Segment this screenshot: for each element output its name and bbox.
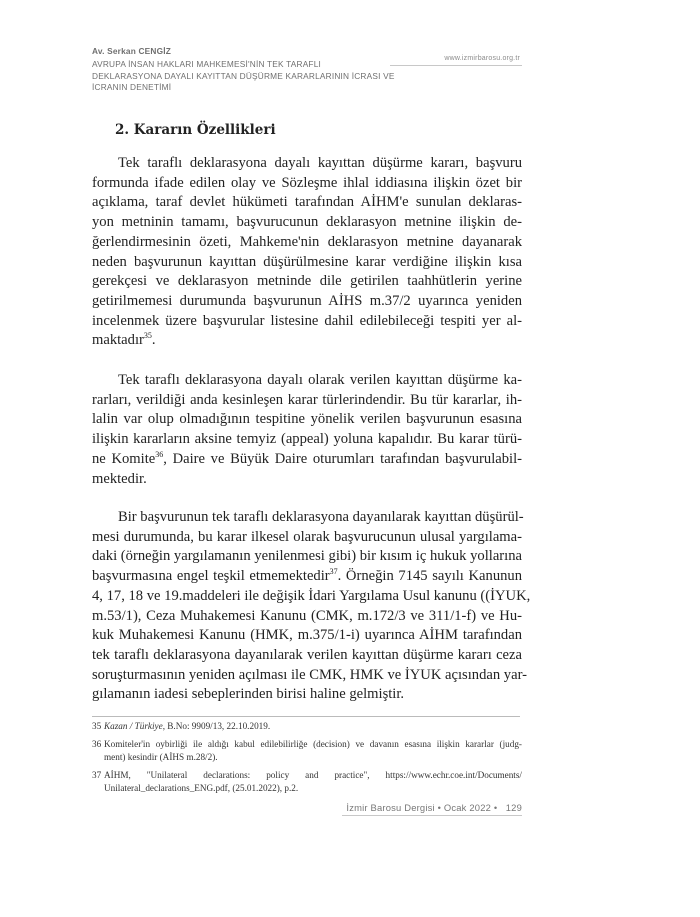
- paragraph-line: m.53/1), Ceza Muhakemesi Kanunu (CMK, m.172/3 ve 311/1-f) ve Hu-: [92, 607, 522, 624]
- paragraph-line-text: maktadır: [92, 332, 144, 349]
- paragraph-line: Bir başvurunun tek taraflı deklarasyona dayanılarak kayıttan düşürül-: [118, 509, 524, 525]
- case-name: Kazan / Türkiye: [104, 721, 163, 731]
- paragraph-line-text: . Örneğin 7145 sayılı Kanunun: [337, 568, 523, 585]
- paragraph-line-text: başvurmasına engel teşkil etmemektedir: [92, 568, 330, 585]
- journal-issue: İzmir Barosu Dergisi • Ocak 2022 •: [346, 802, 498, 813]
- footnote-ref-36[interactable]: 36: [155, 449, 164, 459]
- author-name: Av. Serkan CENGİZ: [92, 46, 172, 56]
- paragraph-line: getirilmemesi durumunda başvurunun AİHS m.37/2 uyarınca yeniden: [92, 292, 522, 309]
- footnote-line: ment) kesindir (AİHS m.28/2).: [104, 752, 218, 762]
- page-number: 129: [505, 802, 522, 813]
- footnote-text: , B.No: 9909/13, 22.10.2019.: [162, 721, 271, 731]
- paragraph-line: açıklama, taraf devlet hükümeti tarafından AİHM'e sunulan deklaras-: [92, 194, 522, 211]
- paragraph-line: 4, 17, 18 ve 19.maddeleri ile değişik İdari Yargılama Usul kanunu ((İYUK,: [92, 587, 531, 604]
- footnote-line: [104, 720, 522, 733]
- paragraph-line: lalin var olup olmadığının tespitine yönelik verilen başvurunun esasına: [92, 411, 522, 428]
- paragraph-line: tek taraflı deklarasyona dayanılarak verilen kayıttan düşürme kararı ceza: [92, 646, 522, 663]
- footnote-37: [92, 769, 522, 795]
- paragraph-line: Tek taraflı deklarasyona dayalı olarak verilen kayıttan düşürme ka-: [118, 372, 522, 388]
- running-header: [92, 46, 522, 94]
- paragraph-line: [92, 450, 522, 470]
- footnote-line: Komiteler'in oybirliği ile aldığı kabul edilebilirliğe (decision) ve davanın esasına ilişkin kararlar (judg-: [104, 739, 522, 749]
- paragraph-line: Tek taraflı deklarasyona dayalı kayıttan düşürme kararı, başvuru: [118, 155, 522, 171]
- article-title-line: AVRUPA İNSAN HAKLARI MAHKEMESİ'NİN TEK TARAFLI: [92, 59, 322, 69]
- paragraph-line: mektedir.: [92, 470, 147, 487]
- footnote-line: AİHM, "Unilateral declarations: policy and practice", https://www.echr.coe.int/Documents/: [104, 770, 522, 780]
- footnote-36: [92, 738, 522, 764]
- footnote-number: 35: [92, 721, 102, 731]
- paragraph-line: kuk Muhakemesi Kanunu (HMK, m.375/1-i) uyarınca AİHM tarafından: [92, 627, 522, 644]
- footnote-number: 36: [92, 739, 102, 749]
- paragraph-1: [92, 154, 522, 351]
- header-divider: [390, 65, 522, 66]
- paragraph-line: ilişkin kararların aksine temyiz (appeal) yoluna kapalıdır. Bu karar türü-: [92, 431, 522, 448]
- paragraph-line: daki (örneğin yargılamanın yenilenmesi gibi) bir kısım iç hukuk yollarına: [92, 548, 522, 565]
- paragraph-3: [92, 508, 531, 705]
- paragraph-line: incelenmek üzere başvurular listesine dahil edilebileceği tespiti yer al-: [92, 312, 522, 329]
- paragraph-line: ğerlendirmesinin özeti, Mahkeme'nin deklarasyon metnine dayanarak: [92, 233, 522, 250]
- article-title-line: İCRANIN DENETİMİ: [92, 82, 172, 93]
- footer-divider: [342, 815, 522, 816]
- page-footer: [346, 802, 522, 813]
- header-website: www.izmirbarosu.org.tr: [444, 55, 520, 62]
- footnotes: [92, 720, 522, 800]
- paragraph-line-text: ne Komite: [92, 450, 156, 467]
- paragraph-line: [92, 567, 522, 587]
- paragraph-line: soruşturmasının yeniden açılması ile CMK, HMK ve İYUK açısından yar-: [92, 666, 527, 683]
- footnote-ref-35[interactable]: 35: [143, 331, 152, 341]
- paragraph-2: [92, 371, 522, 489]
- section-heading: 2. Kararın Özellikleri: [115, 122, 276, 138]
- footnote-ref-37[interactable]: 37: [329, 567, 338, 577]
- article-title-line: DEKLARASYONA DAYALI KAYITTAN DÜŞÜRME KARARLARININ İCRASI VE: [92, 70, 395, 81]
- footnote-divider: [92, 716, 520, 717]
- footnote-35: [92, 720, 522, 733]
- paragraph-line: gılamanın iadesi sebeplerinden birisi haline gelmiştir.: [92, 686, 405, 703]
- paragraph-line-text: , Daire ve Büyük Daire oturumları tarafından başvurulabil-: [163, 450, 522, 467]
- paragraph-line: gerekçesi ve deklarasyon metninde dile getirilen taahhütlerin yerine: [92, 273, 522, 290]
- paragraph-line: neden başvurunun kayıttan düşürülmesine karar verdiğine ilişkin kısa: [92, 253, 522, 270]
- footnote-line: Unilateral_declarations_ENG.pdf, (25.01.2022), p.2.: [104, 783, 299, 793]
- paragraph-line: mesi durumunda, bu karar ilkesel olarak başvurucunun ulusal yargılama-: [92, 528, 522, 545]
- paragraph-line: yon metninin tamamı, başvurucunun deklarasyon metnine ilişkin de-: [92, 214, 522, 231]
- paragraph-line: formunda ifade edilen olay ve Sözleşme ihlal iddiasına ilişkin özet bir: [92, 174, 522, 191]
- paragraph-line: rarları, verildiği anda kesinleşen karar türlerindendir. Bu tür kararlar, ih-: [92, 391, 522, 408]
- footnote-number: 37: [92, 770, 102, 780]
- paragraph-line: maktadır$^{35}$.: [92, 331, 156, 349]
